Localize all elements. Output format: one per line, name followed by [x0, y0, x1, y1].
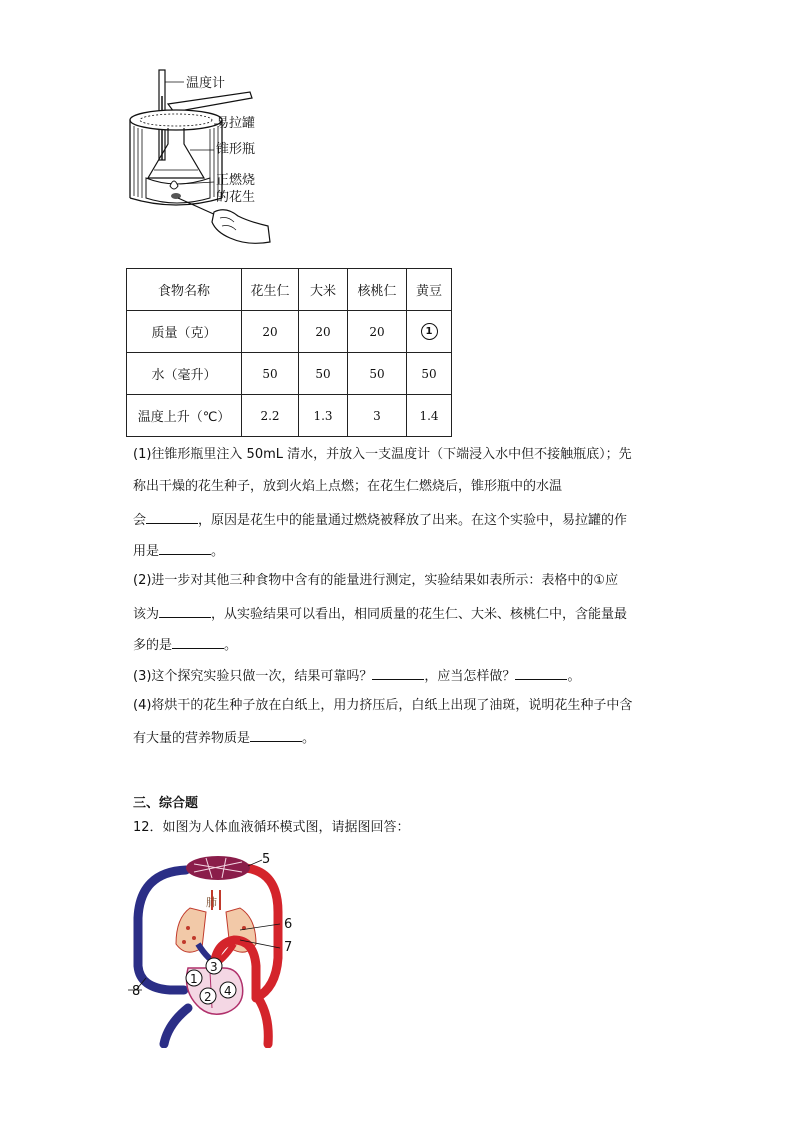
table-cell: 20: [348, 311, 407, 353]
circulation-diagram: [128, 848, 308, 1048]
q1-text: 用是: [133, 544, 160, 559]
question-12: 12．如图为人体血液循环模式图，请据图回答：: [133, 820, 410, 835]
q4-text: 有大量的营养物质是: [133, 731, 251, 746]
label-flask: 锥形瓶: [216, 142, 256, 157]
q2-text: ，从实验结果可以看出，相同质量的花生仁、大米、核桃仁中，含能量最: [211, 607, 628, 622]
table-header-cell: 食物名称: [127, 269, 242, 311]
q1-line2: 称出干燥的花生种子，放到火焰上点燃；在花生仁燃烧后，锥形瓶中的水温: [133, 479, 563, 494]
table-row: [127, 311, 452, 353]
table-cell: 50: [407, 353, 452, 395]
table-header-cell: 核桃仁: [348, 269, 407, 311]
section-title: 三、综合题: [133, 796, 199, 811]
q1-text: 。: [211, 544, 225, 559]
answer-blank[interactable]: [159, 542, 211, 555]
label-burning-2: 的花生: [216, 190, 256, 205]
q3-text: ，应当怎样做？: [424, 669, 516, 684]
table-row: [127, 395, 452, 437]
food-energy-table: [126, 268, 452, 437]
q1-text: ，原因是花生中的能量通过燃烧被释放了出来。在这个实验中，易拉罐的作: [198, 513, 628, 528]
answer-blank[interactable]: [372, 667, 424, 680]
table-cell: 50: [242, 353, 299, 395]
table-cell: 50: [348, 353, 407, 395]
table-cell: 20: [242, 311, 299, 353]
label-2: 2: [204, 990, 212, 1004]
q2-text: 。: [224, 638, 238, 653]
row-label: 温度上升（℃）: [127, 395, 242, 437]
apparatus-figure: [118, 66, 288, 264]
table-cell: 50: [299, 353, 348, 395]
table-header-row: [127, 269, 452, 311]
row-label: 水（毫升）: [127, 353, 242, 395]
label-8: 8: [132, 984, 141, 999]
q2-line3: [133, 636, 663, 654]
table-cell: 1.3: [299, 395, 348, 437]
label-lung: 肺: [206, 896, 217, 909]
table-cell: 1.4: [407, 395, 452, 437]
q2-text: 该为: [133, 607, 160, 622]
q2-line2: [133, 605, 663, 623]
answer-blank[interactable]: [146, 511, 198, 524]
q1-line4: [133, 542, 663, 560]
answer-blank[interactable]: [250, 729, 302, 742]
q3-text: 。: [567, 669, 581, 684]
label-5: 5: [262, 852, 271, 867]
label-4: 4: [224, 984, 232, 998]
table-header-cell: 花生仁: [242, 269, 299, 311]
q3-line: [133, 667, 663, 685]
label-6: 6: [284, 917, 293, 932]
table-row: [127, 353, 452, 395]
label-burning-1: 正燃烧: [216, 173, 256, 188]
circulation-drawing: [128, 848, 308, 1048]
calorimeter-drawing: [118, 66, 288, 264]
table-cell: 20: [299, 311, 348, 353]
q4-text: 。: [302, 731, 316, 746]
q2-text: 多的是: [133, 638, 173, 653]
label-7: 7: [284, 940, 293, 955]
label-3: 3: [210, 960, 218, 974]
answer-blank[interactable]: [515, 667, 567, 680]
answer-blank[interactable]: [159, 605, 211, 618]
row-label: 质量（克）: [127, 311, 242, 353]
q4-line2: [133, 729, 663, 747]
table-cell: [407, 311, 452, 353]
q2-line1: (2)进一步对其他三种食物中含有的能量进行测定，实验结果如表所示：表格中的①应: [133, 573, 619, 588]
answer-blank[interactable]: [172, 636, 224, 649]
circled-one-marker: 1: [421, 323, 438, 340]
label-can: 易拉罐: [216, 116, 256, 131]
table-header-cell: 黄豆: [407, 269, 452, 311]
q1-line3: [133, 511, 663, 529]
q1-text: 会: [133, 513, 147, 528]
label-1: 1: [190, 972, 198, 986]
table-cell: 2.2: [242, 395, 299, 437]
q3-text: (3)这个探究实验只做一次，结果可靠吗？: [133, 669, 373, 684]
label-thermometer: 温度计: [186, 76, 226, 91]
table-cell: 3: [348, 395, 407, 437]
q1-line1: (1)往锥形瓶里注入 50mL 清水，并放入一支温度计（下端浸入水中但不接触瓶底）；先: [133, 447, 632, 462]
q4-line1: (4)将烘干的花生种子放在白纸上，用力挤压后，白纸上出现了油斑，说明花生种子中含: [133, 698, 633, 713]
table-header-cell: 大米: [299, 269, 348, 311]
